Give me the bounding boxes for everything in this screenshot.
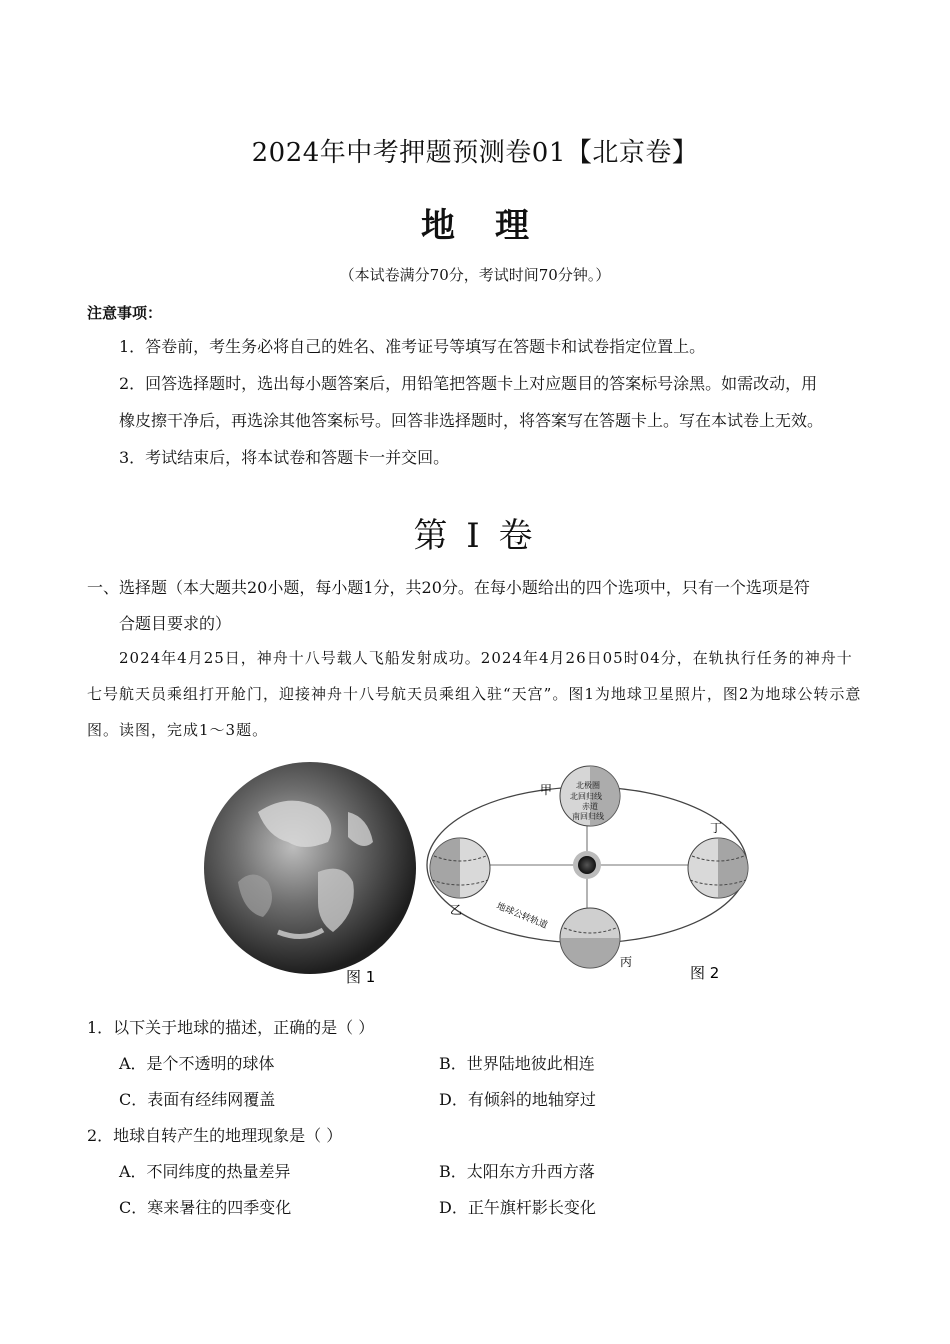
score-note: （本试卷满分70分，考试时间70分钟。）: [339, 266, 611, 284]
option-c: C．寒来暑往的四季变化: [119, 1198, 292, 1217]
latitude-label: 赤道: [582, 802, 598, 811]
label-jia: 甲: [540, 783, 553, 797]
option-row: [87, 1082, 867, 1118]
fig2-caption: 图 2: [690, 964, 720, 982]
section-line: 一、选择题（本大题共20小题，每小题1分，共20分。在每小题给出的四个选项中，只有一个选项是符: [87, 578, 810, 597]
fig1-caption: 图 1: [346, 968, 376, 986]
earth-bing: [560, 908, 620, 968]
note-item: 3．考试结束后，将本试卷和答题卡一并交回。: [119, 448, 450, 467]
exam-title: 2024年中考押题预测卷01【北京卷】: [251, 138, 699, 168]
subject-title: 地理: [421, 206, 569, 246]
note-item: 2．回答选择题时，选出每小题答案后，用铅笔把答题卡上对应题目的答案标号涂黑。如需改动，用: [119, 374, 818, 393]
option-a: A．不同纬度的热量差异: [119, 1162, 291, 1181]
note-item-continued: 橡皮擦干净后，再选涂其他答案标号。回答非选择题时，将答案写在答题卡上。写在本试卷上无效。: [119, 411, 824, 430]
question-stem: 2．地球自转产生的地理现象是（ ）: [87, 1126, 343, 1145]
sun-icon: [573, 851, 601, 879]
figures-svg: [198, 752, 758, 992]
label-ding: 丁: [710, 821, 723, 835]
latitude-label: 北回归线: [570, 792, 602, 801]
option-row: [87, 1154, 867, 1190]
option-a: A．是个不透明的球体: [119, 1054, 275, 1073]
earth-photo: [204, 762, 416, 974]
notes-heading: 注意事项：: [87, 304, 163, 322]
latitude-label: 南回归线: [572, 812, 604, 821]
passage-text: 2024年4月25日，神舟十八号载人飞船发射成功。2024年4月26日05时04分，在轨执行任务的神舟十七号航天员乘组打开舱门，迎接神舟十八号航天员乘组入驻“天宫”。图1为地球卫星照片，图2为地球公转示意图。读图，完成1～3题。: [87, 649, 862, 739]
revolution-diagram: [427, 766, 748, 969]
orbit-label: 地球公转轨道: [494, 901, 549, 932]
earth-ding: [688, 838, 748, 898]
option-row: [87, 1190, 867, 1226]
volume-title: 第 I 卷: [413, 516, 537, 556]
option-b: B．太阳东方升西方落: [439, 1162, 595, 1181]
questions-list: [87, 1010, 867, 1226]
section-line: 合题目要求的）: [119, 614, 232, 633]
earth-jia: [560, 766, 620, 826]
earth-yi: [430, 838, 490, 898]
latitude-label: 北极圈: [576, 781, 600, 790]
section-heading: [87, 570, 867, 642]
question-passage: [87, 640, 867, 748]
option-b: B．世界陆地彼此相连: [439, 1054, 595, 1073]
option-row: [87, 1046, 867, 1082]
option-d: D．有倾斜的地轴穿过: [439, 1090, 596, 1109]
question-stem: 1．以下关于地球的描述，正确的是（ ）: [87, 1018, 375, 1037]
option-d: D．正午旗杆影长变化: [439, 1198, 596, 1217]
label-yi: 乙: [450, 903, 463, 917]
notes-list: [87, 328, 867, 476]
figure-area: [198, 752, 758, 992]
label-bing: 丙: [620, 955, 633, 969]
option-c: C．表面有经纬网覆盖: [119, 1090, 276, 1109]
note-item: 1．答卷前，考生务必将自己的姓名、准考证号等填写在答题卡和试卷指定位置上。: [119, 337, 706, 356]
